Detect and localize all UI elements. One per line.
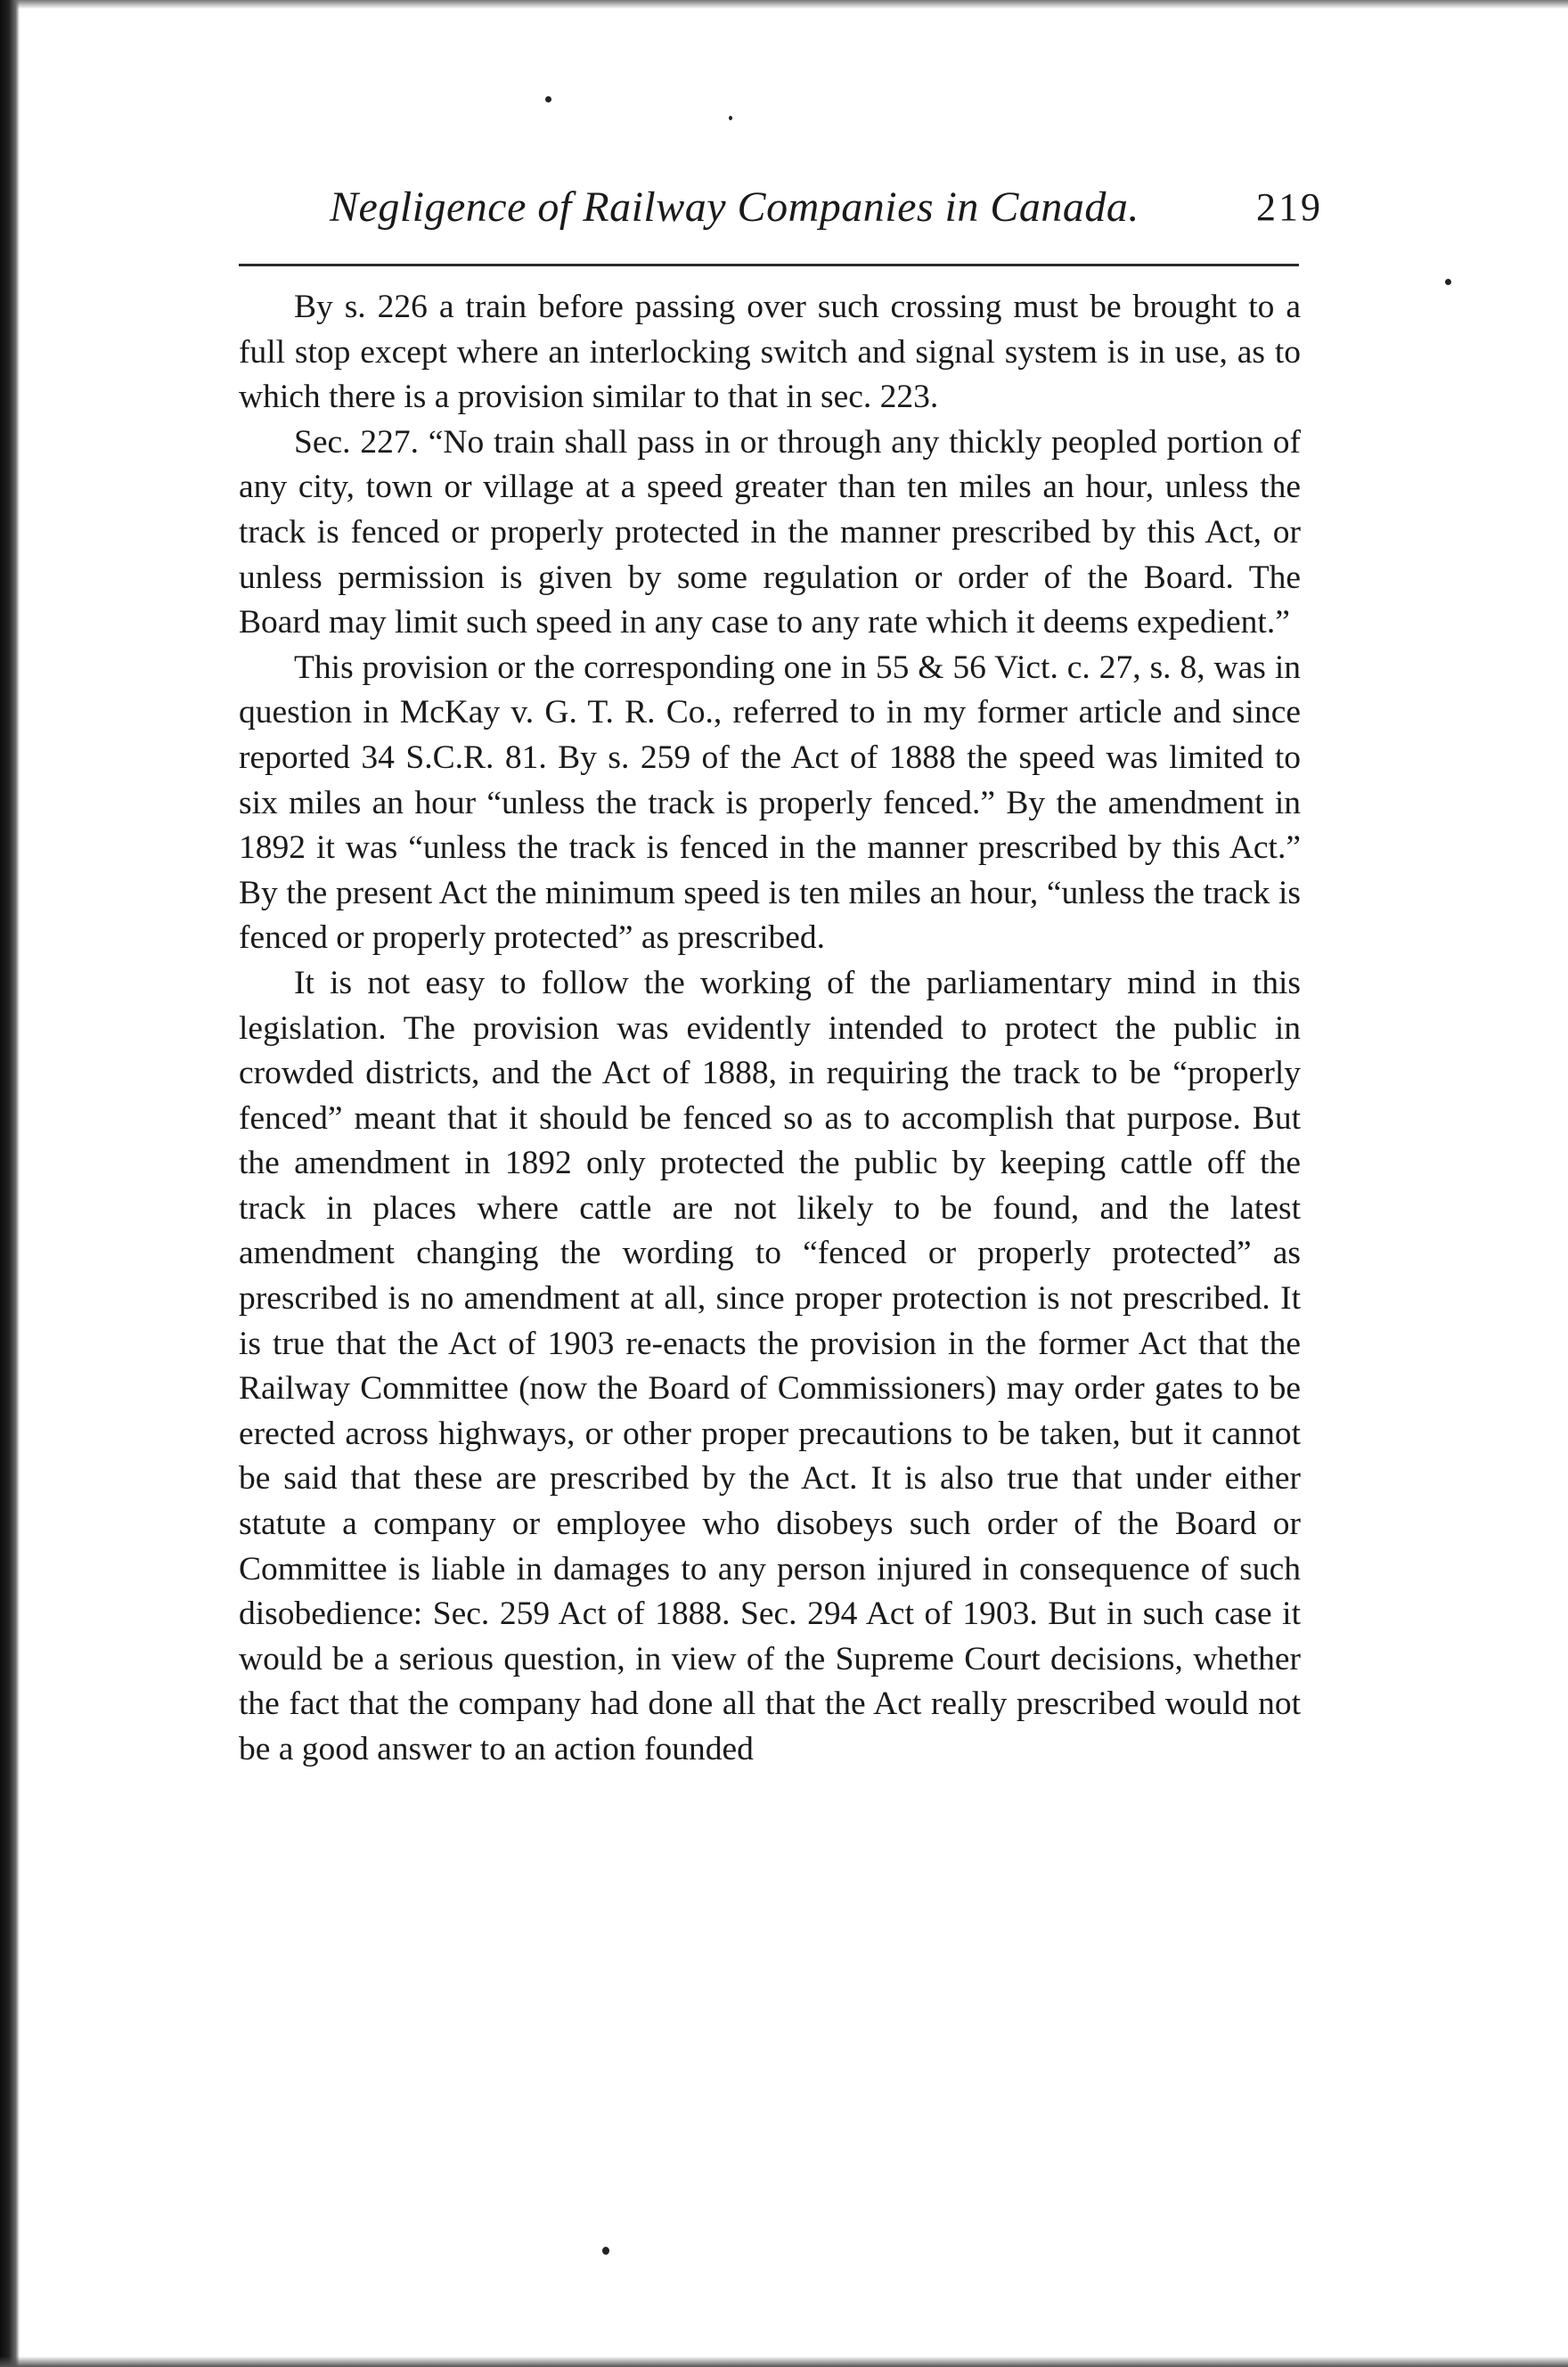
scan-speck — [729, 116, 732, 120]
scan-speck — [602, 2247, 609, 2255]
paragraph-2: Sec. 227. “No train shall pass in or through any thickly peopled portion of any city, town or village at a speed greater than ten miles an hour, unless the track is fenced or properly protected in the manner prescribed by this Act, or unless permission is given by some regulation or order of the Board. The Board may limit such speed in any case to any rate which it deems expedient.” — [239, 423, 1301, 641]
scan-edge-left — [0, 0, 20, 2367]
paragraph-3: This provision or the corresponding one in 55 & 56 Vict. c. 27, s. 8, was in question in McKay v. G. T. R. Co., referred to in my former article and since reported 34 S.C.R. 81. By s. 259 of the Act of 1888 the speed was limited to six miles an hour “unless the track is properly fenced.” By the amendment in 1892 it was “unless the track is fenced in the manner prescribed by this Act.” By the present Act the minimum speed is ten miles an hour, “unless the track is fenced or properly protected” as prescribed. — [239, 649, 1301, 957]
running-title: Negligence of Railway Companies in Canada. — [330, 184, 1139, 231]
paragraph-1: By s. 226 a train before passing over such crossing must be brought to a full stop except where an interlocking switch and signal system is in use, as to which there is a provision similar to that in sec. 223. — [239, 289, 1301, 416]
scan-edge-top — [0, 0, 1568, 9]
body-text — [239, 285, 1301, 1773]
scan-speck — [545, 96, 551, 102]
page-number: 219 — [1256, 185, 1323, 229]
scan-speck — [1445, 279, 1451, 285]
scan-edge-bottom — [0, 2356, 1568, 2367]
page-header — [330, 183, 1323, 254]
paragraph-4: It is not easy to follow the working of the parliamentary mind in this legislation. The provision was evidently intended to protect the public in crowded districts, and the Act of 1888, in requiring the track to be “properly fenced” meant that it should be fenced so as to accomplish that purpose. But the amendment in 1892 only protected the public by keeping cattle off the track in places where cattle are not likely to be found, and the latest amendment changing the wording to “fenced or properly protected” as prescribed is no amendment at all, since proper protection is not prescribed. It is true that the Act of 1903 re-enacts the provision in the former Act that the Railway Committee (now the Board of Commissioners) may order gates to be erected across highways, or other proper precautions to be taken, but it cannot be said that these are prescribed by the Act. It is also true that under either statute a company or employee who disobeys such order of the Board or Committee is liable in damages to any person injured in consequence of such disobedience: Sec. 259 Act of 1888. Sec. 294 Act of 1903. But in such case it would be a serious question, in view of the Supreme Court decisions, whether the fact that the company had done all that the Act really prescribed would not be a good answer to an action founded — [239, 964, 1301, 1767]
header-rule — [239, 264, 1299, 266]
